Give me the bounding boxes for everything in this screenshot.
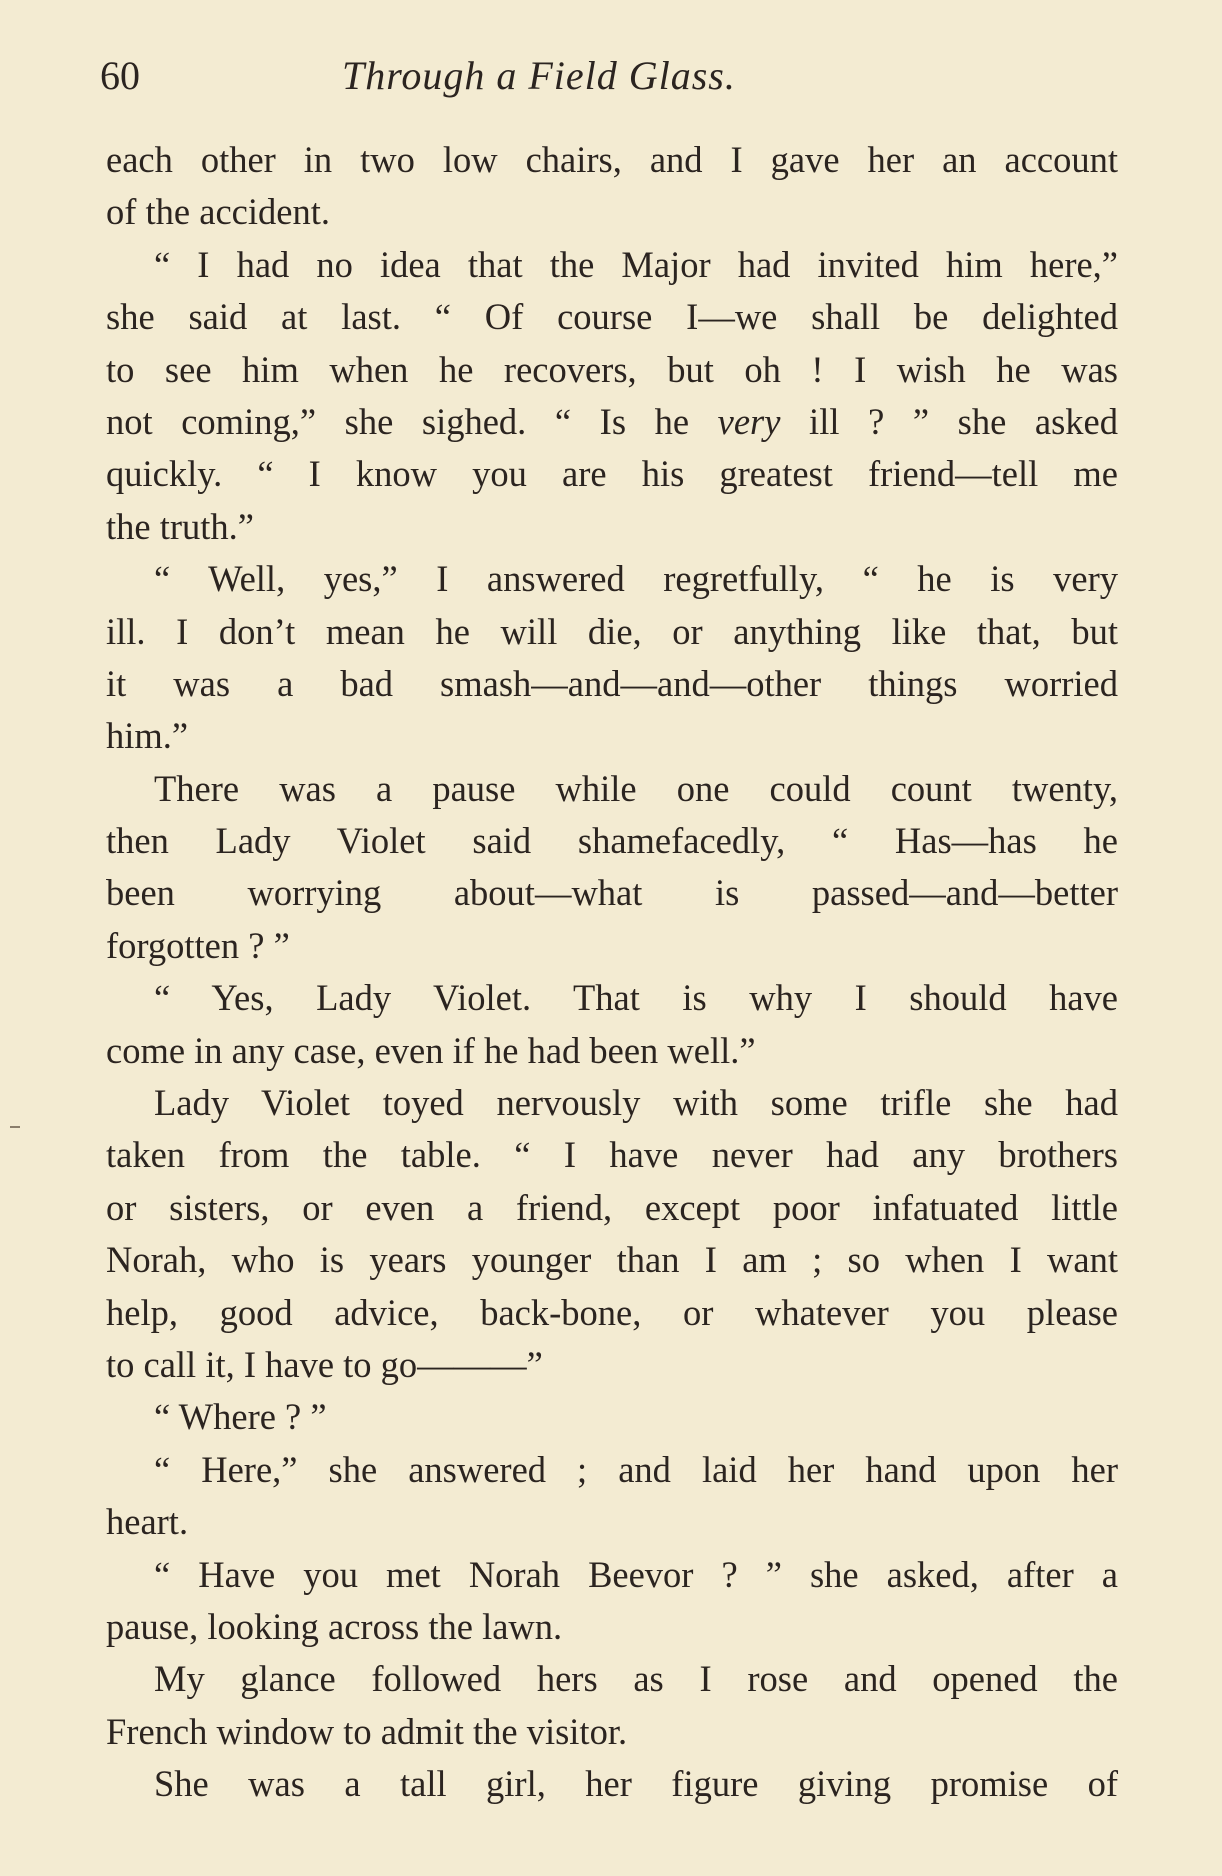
text-line: help, good advice, back-bone, or whatever you please [106, 1291, 1118, 1333]
emphasis: very [717, 400, 781, 442]
text-line: it was a bad smash—and—and—other things worried [106, 662, 1118, 704]
text-line: pause, looking across the lawn. [106, 1605, 563, 1647]
text-line: There was a pause while one could count twenty, [154, 767, 1118, 809]
text-line: “ Here,” she answered ; and laid her hand upon her [154, 1448, 1118, 1490]
text-line: quickly. “ I know you are his greatest friend—tell me [106, 453, 1118, 495]
page-number: 60 [100, 53, 140, 98]
text-line: she said at last. “ Of course I—we shall be delighted [106, 296, 1118, 338]
text-line: “ Where ? ” [154, 1396, 327, 1438]
text-line: been worrying about—what is passed—and—better [106, 872, 1118, 914]
text-line: then Lady Violet said shamefacedly, “ Has—has he [106, 820, 1118, 862]
text-line: to see him when he recovers, but oh ! I wish he was [106, 348, 1118, 390]
text-line: him.” [106, 715, 189, 757]
text-line: Lady Violet toyed nervously with some trifle she had [154, 1082, 1118, 1124]
margin-mark [10, 1126, 20, 1128]
text-line: forgotten ? ” [106, 924, 290, 966]
text-line: the truth.” [106, 505, 254, 547]
running-title: Through a Field Glass. [342, 53, 736, 98]
text-line: of the accident. [106, 191, 330, 233]
text-line: each other in two low chairs, and I gave her an account [106, 139, 1118, 180]
text-line: heart. [106, 1501, 189, 1543]
text-line: My glance followed hers as I rose and opened the [154, 1658, 1118, 1700]
body-text [106, 134, 1118, 1811]
text-line: “ I had no idea that the Major had invited him here,” [154, 243, 1118, 285]
page-header [100, 48, 1130, 108]
text-line: not coming,” she sighed. “ Is he very ill ? ” she asked [106, 400, 1118, 442]
text-line: “ Yes, Lady Violet. That is why I should have [154, 977, 1118, 1019]
text-line: She was a tall girl, her figure giving promise of [154, 1763, 1118, 1805]
text-line: “ Well, yes,” I answered regretfully, “ he is very [154, 558, 1118, 600]
text-line: to call it, I have to go———” [106, 1343, 543, 1385]
text-line: French window to admit the visitor. [106, 1710, 628, 1752]
text-line: “ Have you met Norah Beevor ? ” she asked, after a [154, 1553, 1118, 1595]
text-line: come in any case, even if he had been well.” [106, 1029, 756, 1071]
text-line: taken from the table. “ I have never had any brothers [106, 1134, 1118, 1176]
text-line: ill. I don’t mean he will die, or anything like that, but [106, 610, 1118, 652]
text-line: or sisters, or even a friend, except poor infatuated little [106, 1186, 1118, 1228]
text-line: Norah, who is years younger than I am ; so when I want [106, 1239, 1118, 1281]
